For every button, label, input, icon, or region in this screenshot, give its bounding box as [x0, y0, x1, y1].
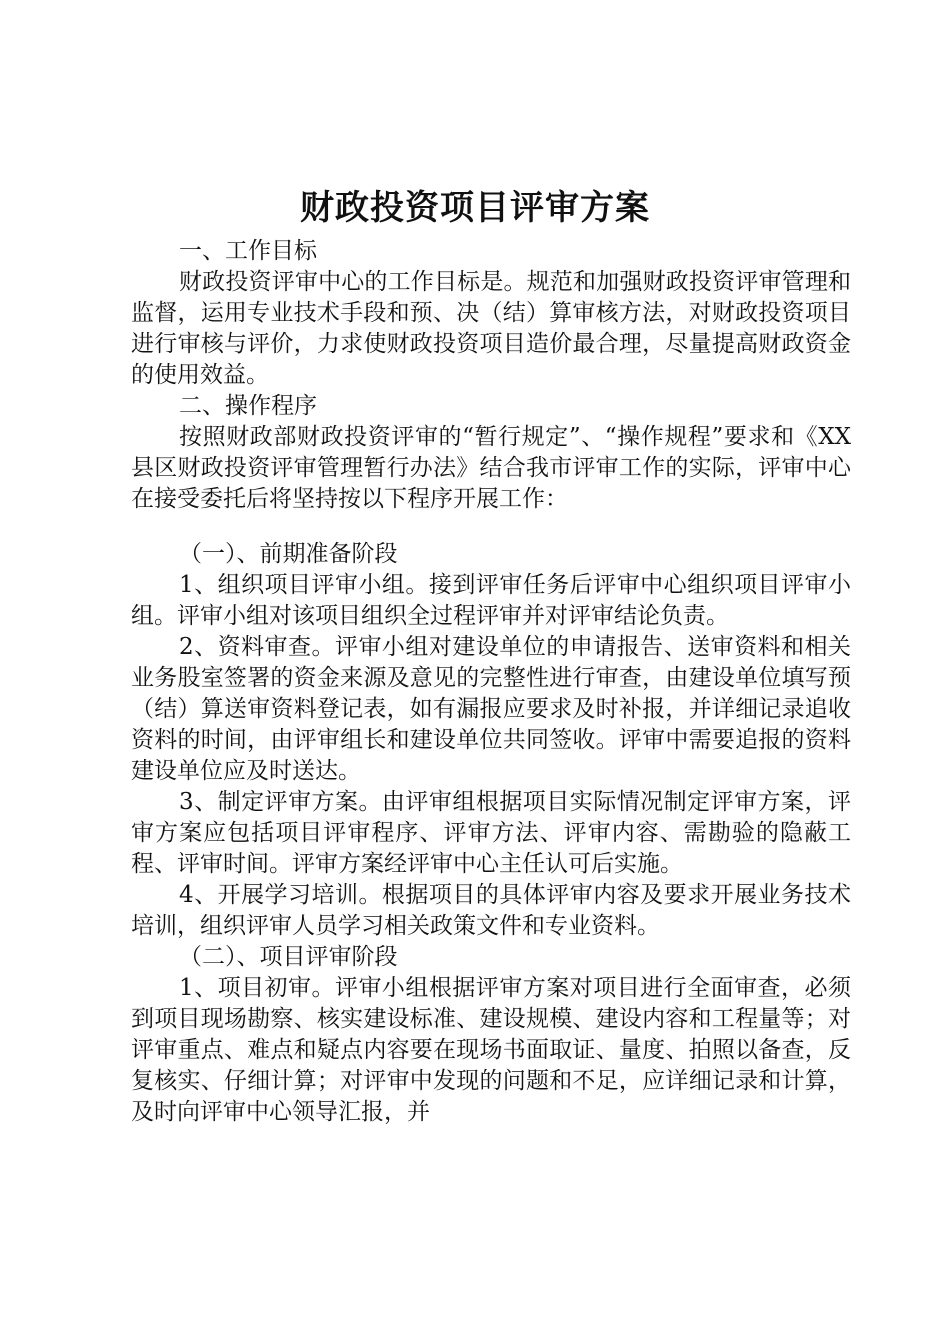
section-heading-procedure: 二、操作程序 [179, 393, 317, 419]
stage-item: 4、开展学习培训。根据项目的具体评审内容及要求开展业务技术培训，组织评审人员学习相关政策文件和专业资料。 [131, 882, 851, 939]
stage-item: 1、组织项目评审小组。接到评审任务后评审中心组织项目评审小组。评审小组对该项目组织全过程评审并对评审结论负责。 [131, 572, 851, 629]
stage-item: 3、制定评审方案。由评审组根据项目实际情况制定评审方案，评审方案应包括项目评审程序、评审方法、评审内容、需勘验的隐蔽工程、评审时间。评审方案经评审中心主任认可后实施。 [131, 789, 851, 877]
paragraph-spacer [131, 515, 851, 539]
stage-heading-review: （二）、项目评审阶段 [179, 944, 398, 970]
section-paragraph-procedure: 按照财政部财政投资评审的“暂行规定”、“操作规程”要求和《XX县区财政投资评审管理暂行办法》结合我市评审工作的实际，评审中心在接受委托后将坚持按以下程序开展工作： [131, 424, 851, 512]
document-body [131, 236, 851, 1128]
section-heading-work-goal: 一、工作目标 [179, 238, 317, 264]
stage-item: 1、项目初审。评审小组根据评审方案对项目进行全面审查，必须到项目现场勘察、核实建设标准、建设规模、建设内容和工程量等；对评审重点、难点和疑点内容要在现场书面取证、量度、拍照以备查，反复核实、仔细计算；对评审中发现的问题和不足，应详细记录和计算，及时向评审中心领导汇报，并 [131, 975, 851, 1125]
section-paragraph-work-goal: 财政投资评审中心的工作目标是。规范和加强财政投资评审管理和监督，运用专业技术手段和预、决（结）算审核方法，对财政投资项目进行审核与评价，力求使财政投资项目造价最合理，尽量提高财政资金的使用效益。 [131, 269, 851, 388]
stage-item: 2、资料审查。评审小组对建设单位的申请报告、送审资料和相关业务股室签署的资金来源及意见的完整性进行审查，由建设单位填写预（结）算送审资料登记表，如有漏报应要求及时补报，并详细记录追收资料的时间，由评审组长和建设单位共同签收。评审中需要追报的资料建设单位应及时送达。 [131, 634, 851, 784]
document-title: 财政投资项目评审方案 [300, 188, 650, 228]
stage-heading-preparation: （一）、前期准备阶段 [179, 541, 398, 567]
